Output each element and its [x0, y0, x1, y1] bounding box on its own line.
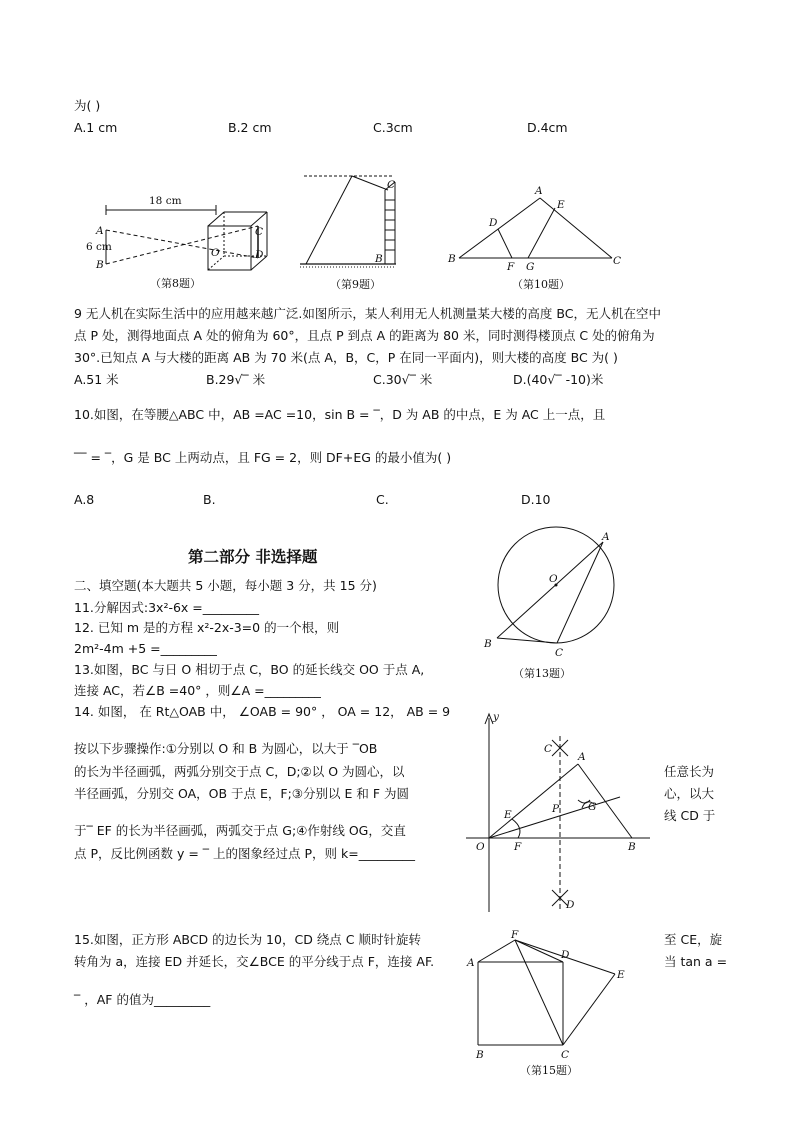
fig14-label-g: G: [588, 801, 597, 813]
q10-line-1: 10.如图，在等腰△ABC 中，AB =AC =10，sin B = ‾，D 为 AB 的中点，E 为 AC 上一点，且: [74, 407, 606, 422]
fig10-label-g: G: [526, 261, 535, 273]
fig8-label-o: O: [211, 247, 220, 259]
q9-line-2: 点 P 处，测得地面点 A 处的俯角为 60°，且点 P 到点 A 的距离为 80 米，同时测得楼顶点 C 处的俯角为: [74, 328, 655, 343]
q10-line-2: ‾‾ = ‾，G 是 BC 上两动点，且 FG = 2，则 DF+EG 的最小值为( ): [74, 450, 452, 465]
fig15-label-c: C: [561, 1049, 570, 1061]
q13-line-2: 连接 AC，若∠B =40° ，则∠A =_________: [74, 683, 321, 698]
q14-line-1: 14. 如图， 在 Rt△OAB 中， ∠OAB = 90° ， OA = 12， AB = 9: [74, 704, 451, 719]
fig8-label-c: C: [255, 226, 264, 238]
q14-line-3: 的长为半径画弧，两弧分别交于点 C，D;②以 O 为圆心，以: [74, 764, 405, 779]
fig14-label-y: y: [493, 711, 499, 723]
fig9-label-b: B: [375, 253, 383, 265]
q11-text: 11.分解因式:3x²-6x =_________: [74, 600, 260, 615]
q14-line-5: 于‾ EF 的长为半径画弧，两弧交于点 G;④作射线 OG，交直: [74, 823, 406, 838]
fig13-caption: （第13题）: [513, 667, 571, 680]
fig10-label-e: E: [557, 199, 565, 211]
fig8-label-b: B: [96, 259, 104, 271]
fig14-label-d: D: [566, 899, 575, 911]
fig9-caption: （第9题）: [330, 278, 381, 291]
q9-choice-b: B.29√‾ 米: [206, 372, 266, 387]
fig15-label-f: F: [511, 929, 519, 941]
q9-choice-d: D.(40√‾ -10)米: [513, 372, 604, 387]
fig10-label-b: B: [448, 253, 456, 265]
fig8-dim-left: 6 cm: [86, 241, 112, 253]
fig14-label-f: F: [514, 841, 522, 853]
fig14-label-o: O: [476, 841, 485, 853]
q14-right-3: 线 CD 于: [664, 808, 716, 823]
fig13-label-c: C: [555, 647, 564, 659]
q10-choice-d: D.10: [521, 492, 551, 507]
fig15-label-e: E: [617, 969, 625, 981]
fig14-label-c: C: [544, 743, 553, 755]
fig15-caption: （第15题）: [520, 1064, 578, 1077]
q10-choice-a: A.8: [74, 492, 95, 507]
q7-choice-d: D.4cm: [527, 120, 568, 135]
fig8-label-a: A: [96, 225, 104, 237]
q15-line-2: 转角为 a，连接 ED 并延长，交∠BCE 的平分线于点 F，连接 AF.: [74, 954, 435, 969]
fig13-label-a: A: [602, 531, 610, 543]
q15-line-3: ‾ ，AF 的值为_________: [74, 992, 211, 1007]
q14-line-2: 按以下步骤操作:①分别以 O 和 B 为圆心，以大于 ‾OB: [74, 741, 378, 756]
part2-title: 第二部分 非选择题: [188, 548, 318, 566]
fig13-label-b: B: [484, 638, 492, 650]
q14-line-4: 半径画弧，分别交 OA，OB 于点 E，F;③分别以 E 和 F 为圆: [74, 786, 409, 801]
part2-instructions: 二、填空题(本大题共 5 小题，每小题 3 分，共 15 分): [74, 578, 377, 593]
fig10-label-a: A: [535, 185, 543, 197]
q15-right-1: 至 CE，旋: [664, 932, 723, 947]
q10-choice-c: C.: [376, 492, 389, 507]
q12-line-1: 12. 已知 m 是的方程 x²-2x-3=0 的一个根，则: [74, 620, 340, 635]
q15-right-2: 当 tan a =: [664, 954, 728, 969]
fig10-label-c: C: [613, 255, 622, 267]
fig10-caption: （第10题）: [512, 278, 570, 291]
q7-tail: 为( ): [74, 98, 101, 113]
fig14-label-b: B: [628, 841, 636, 853]
fig14-label-a: A: [578, 751, 586, 763]
q14-right-2: 心，以大: [664, 786, 715, 801]
q7-choice-b: B.2 cm: [228, 120, 272, 135]
q7-choice-c: C.3cm: [373, 120, 413, 135]
q9-line-3: 30°.已知点 A 与大楼的距离 AB 为 70 米(点 A，B，C，P 在同一平面内)，则大楼的高度 BC 为( ): [74, 350, 618, 365]
q14-line-6: 点 P，反比例函数 y = ‾ 上的图象经过点 P，则 k=_________: [74, 846, 415, 861]
fig14-label-e: E: [504, 809, 512, 821]
fig8-dim-top: 18 cm: [149, 195, 182, 207]
fig10-label-f: F: [507, 261, 515, 273]
q9-choice-c: C.30√‾ 米: [373, 372, 433, 387]
fig8-caption: （第8题）: [150, 277, 201, 290]
fig15-label-d: D: [561, 949, 570, 961]
fig15-label-a: A: [467, 957, 475, 969]
q9-line-1: 9 无人机在实际生活中的应用越来越广泛.如图所示，某人利用无人机测量某大楼的高度 BC，无人机在空中: [74, 306, 661, 321]
q14-right-1: 任意长为: [664, 764, 715, 779]
fig14-label-p: P: [552, 803, 560, 815]
q13-line-1: 13.如图，BC 与日 O 相切于点 C，BO 的延长线交 OO 于点 A,: [74, 662, 425, 677]
fig15-label-b: B: [476, 1049, 484, 1061]
q10-choice-b: B.: [203, 492, 216, 507]
q15-line-1: 15.如图，正方形 ABCD 的边长为 10，CD 绕点 C 顺时针旋转: [74, 932, 421, 947]
fig8-label-d: D: [255, 249, 264, 261]
q12-line-2: 2m²-4m +5 =_________: [74, 641, 217, 656]
fig13-label-o: O: [549, 573, 558, 585]
fig9-label-c: C: [387, 179, 396, 191]
q9-choice-a: A.51 米: [74, 372, 119, 387]
fig10-label-d: D: [489, 217, 498, 229]
q7-choice-a: A.1 cm: [74, 120, 118, 135]
